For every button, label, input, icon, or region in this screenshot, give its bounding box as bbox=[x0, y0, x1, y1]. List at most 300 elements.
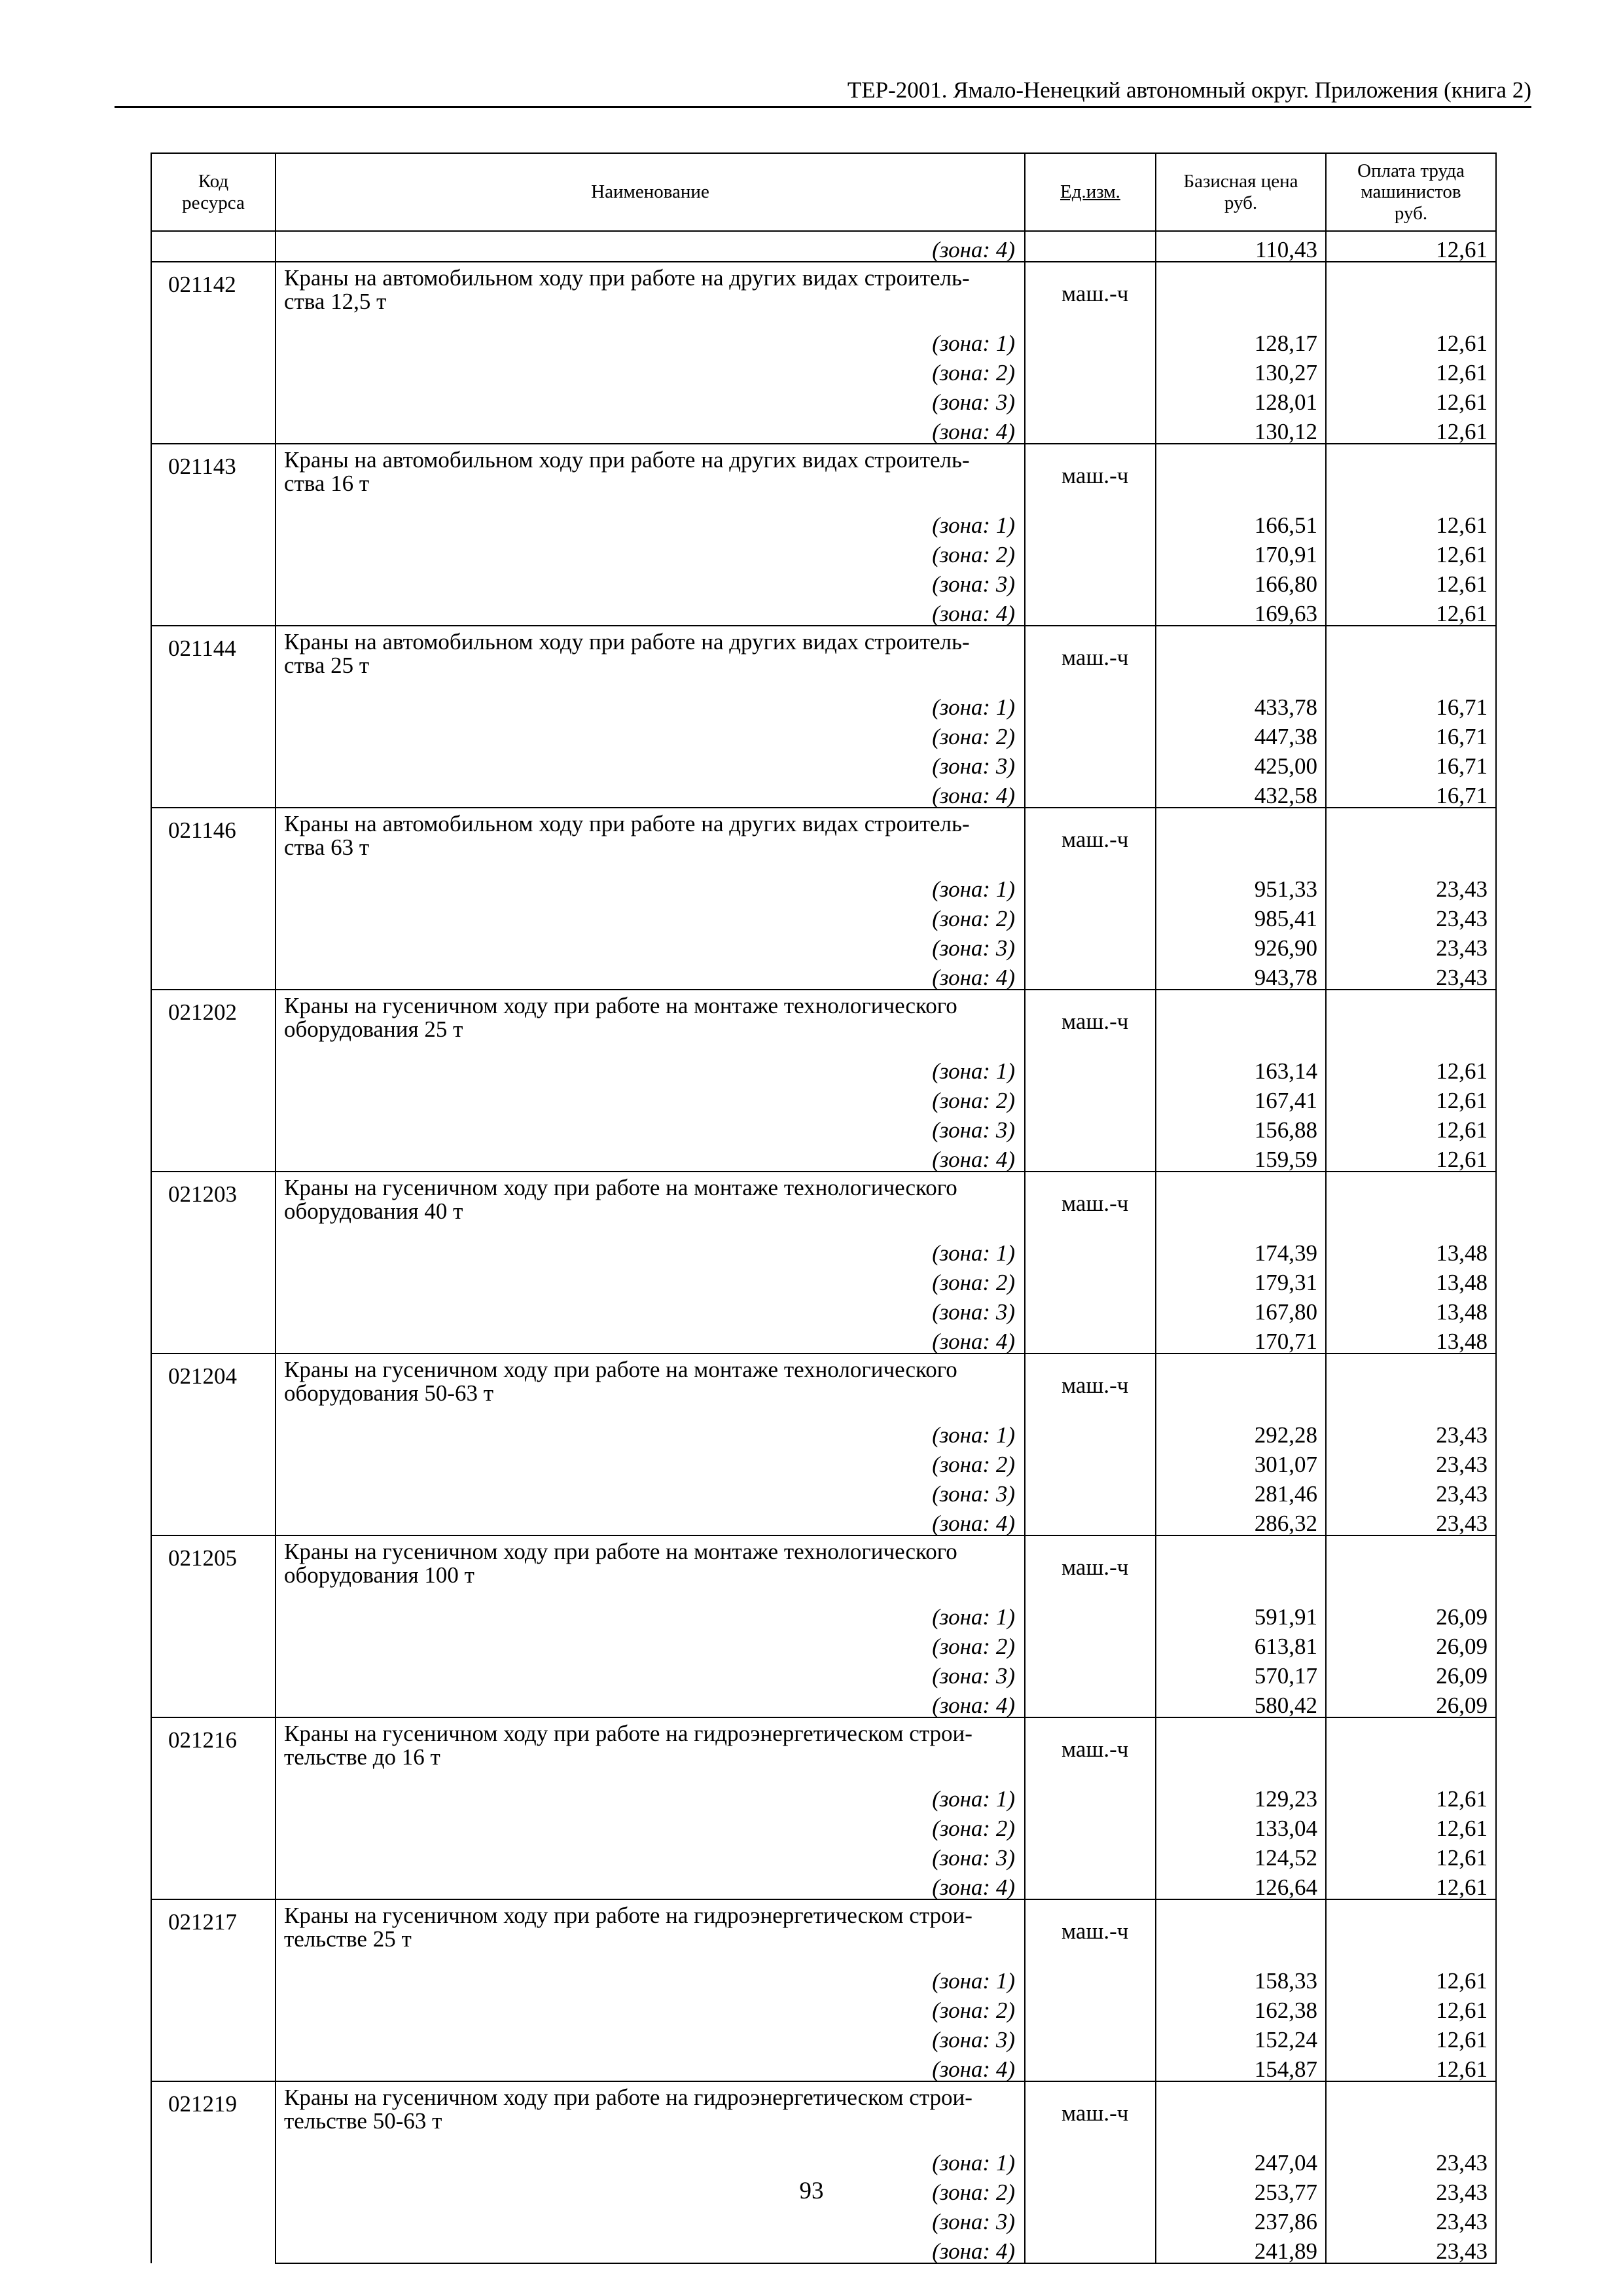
resource-unit: маш.-ч bbox=[1025, 444, 1156, 507]
pay-cell-empty bbox=[1326, 808, 1496, 871]
pay-cell: 16,71 bbox=[1326, 748, 1496, 778]
price-cell-empty bbox=[1156, 1899, 1326, 1963]
col-header-price-line: Базисная цена bbox=[1183, 171, 1298, 192]
pay-cell: 23,43 bbox=[1326, 1446, 1496, 1476]
pay-cell: 23,43 bbox=[1326, 901, 1496, 930]
price-cell: 167,80 bbox=[1156, 1294, 1326, 1323]
unit-cell bbox=[1025, 1141, 1156, 1172]
price-cell: 447,38 bbox=[1156, 719, 1326, 748]
page-header bbox=[115, 73, 1531, 108]
resource-name-line: ства 25 т bbox=[276, 654, 1025, 689]
pay-cell: 12,61 bbox=[1326, 507, 1496, 537]
price-cell-empty bbox=[1156, 262, 1326, 325]
zone-cell: (зона: 3) bbox=[276, 748, 1025, 778]
price-cell-empty bbox=[1156, 1172, 1326, 1235]
resource-unit: маш.-ч bbox=[1025, 1172, 1156, 1235]
table-row bbox=[151, 2051, 1496, 2081]
pay-cell: 12,61 bbox=[1326, 2051, 1496, 2081]
pay-cell: 12,61 bbox=[1326, 1083, 1496, 1112]
table-row bbox=[151, 871, 1496, 901]
zone-cell: (зона: 1) bbox=[276, 1235, 1025, 1265]
pay-cell: 16,71 bbox=[1326, 778, 1496, 808]
zone-cell: (зона: 1) bbox=[276, 1599, 1025, 1628]
pay-cell: 23,43 bbox=[1326, 1505, 1496, 1535]
price-cell: 432,58 bbox=[1156, 778, 1326, 808]
price-cell: 126,64 bbox=[1156, 1869, 1326, 1899]
table-row bbox=[151, 1628, 1496, 1658]
resource-name-line: Краны на автомобильном ходу при работе на других видах строитель- bbox=[276, 262, 1025, 290]
resource-code: 021216 bbox=[151, 1717, 276, 1899]
price-cell: 241,89 bbox=[1156, 2233, 1326, 2263]
zone-cell: (зона: 2) bbox=[276, 537, 1025, 566]
table-row-continuation bbox=[151, 231, 1496, 262]
col-header-name: Наименование bbox=[276, 153, 1025, 231]
resource-code: 021203 bbox=[151, 1172, 276, 1354]
table-row bbox=[151, 778, 1496, 808]
table-row bbox=[151, 2233, 1496, 2263]
zone-cell: (зона: 3) bbox=[276, 1294, 1025, 1323]
resource-code: 021217 bbox=[151, 1899, 276, 2081]
unit-cell bbox=[1025, 719, 1156, 748]
resource-name-line: Краны на гусеничном ходу при работе на монтаже технологического bbox=[276, 1172, 1025, 1200]
resource-code: 021202 bbox=[151, 990, 276, 1172]
unit-cell bbox=[1025, 414, 1156, 444]
price-cell: 281,46 bbox=[1156, 1476, 1326, 1505]
table-row bbox=[151, 384, 1496, 414]
price-cell: 570,17 bbox=[1156, 1658, 1326, 1687]
resource-code: 021146 bbox=[151, 808, 276, 990]
pay-cell: 12,61 bbox=[1326, 566, 1496, 596]
price-cell: 154,87 bbox=[1156, 2051, 1326, 2081]
pay-cell: 23,43 bbox=[1326, 2174, 1496, 2204]
unit-cell bbox=[1025, 1687, 1156, 1717]
unit-cell bbox=[1025, 1417, 1156, 1446]
unit-cell bbox=[1025, 2204, 1156, 2233]
table-row bbox=[151, 689, 1496, 719]
unit-cell bbox=[1025, 2022, 1156, 2051]
zone-cell: (зона: 3) bbox=[276, 1476, 1025, 1505]
pay-cell-empty bbox=[1326, 444, 1496, 507]
resource-name-line: оборудования 50-63 т bbox=[276, 1382, 1025, 1417]
pay-cell: 23,43 bbox=[1326, 930, 1496, 960]
pay-cell-empty bbox=[1326, 626, 1496, 689]
table-row-title bbox=[151, 262, 1496, 290]
table-row bbox=[151, 596, 1496, 626]
pay-cell: 12,61 bbox=[1326, 414, 1496, 444]
pay-cell: 16,71 bbox=[1326, 719, 1496, 748]
table-row-title bbox=[151, 2081, 1496, 2109]
unit-cell bbox=[1025, 596, 1156, 626]
price-cell: 926,90 bbox=[1156, 930, 1326, 960]
price-cell: 167,41 bbox=[1156, 1083, 1326, 1112]
code-cell bbox=[151, 231, 276, 262]
pay-cell-empty bbox=[1326, 1899, 1496, 1963]
price-cell: 237,86 bbox=[1156, 2204, 1326, 2233]
pay-cell: 26,09 bbox=[1326, 1658, 1496, 1687]
resource-unit: маш.-ч bbox=[1025, 1354, 1156, 1417]
price-cell: 253,77 bbox=[1156, 2174, 1326, 2204]
zone-cell: (зона: 3) bbox=[276, 2022, 1025, 2051]
table-row bbox=[151, 2204, 1496, 2233]
price-cell: 162,38 bbox=[1156, 1992, 1326, 2022]
price-cell: 174,39 bbox=[1156, 1235, 1326, 1265]
col-header-code-line: Код bbox=[198, 171, 229, 192]
price-cell-empty bbox=[1156, 626, 1326, 689]
unit-cell bbox=[1025, 748, 1156, 778]
pay-cell: 23,43 bbox=[1326, 960, 1496, 990]
pay-cell: 26,09 bbox=[1326, 1599, 1496, 1628]
pay-cell-empty bbox=[1326, 2081, 1496, 2145]
resource-name-line: тельстве до 16 т bbox=[276, 1746, 1025, 1781]
zone-cell: (зона: 1) bbox=[276, 1963, 1025, 1992]
table-row-title bbox=[151, 1899, 1496, 1928]
unit-cell bbox=[1025, 1599, 1156, 1628]
table-row bbox=[151, 719, 1496, 748]
pay-cell: 12,61 bbox=[1326, 1992, 1496, 2022]
pay-cell: 16,71 bbox=[1326, 689, 1496, 719]
unit-cell bbox=[1025, 1053, 1156, 1083]
table-row-title bbox=[151, 808, 1496, 836]
zone-cell: (зона: 3) bbox=[276, 1112, 1025, 1141]
zone-cell: (зона: 4) bbox=[276, 1141, 1025, 1172]
table-row bbox=[151, 1476, 1496, 1505]
zone-cell: (зона: 3) bbox=[276, 2204, 1025, 2233]
unit-cell bbox=[1025, 871, 1156, 901]
price-cell-empty bbox=[1156, 808, 1326, 871]
resource-unit: маш.-ч bbox=[1025, 262, 1156, 325]
unit-cell bbox=[1025, 1446, 1156, 1476]
pay-cell: 12,61 bbox=[1326, 1112, 1496, 1141]
unit-cell bbox=[1025, 1323, 1156, 1354]
zone-cell: (зона: 4) bbox=[276, 596, 1025, 626]
price-cell: 124,52 bbox=[1156, 1840, 1326, 1869]
pay-cell: 12,61 bbox=[1326, 231, 1496, 262]
pay-cell-empty bbox=[1326, 1717, 1496, 1781]
price-cell-empty bbox=[1156, 444, 1326, 507]
zone-cell: (зона: 3) bbox=[276, 384, 1025, 414]
table-row bbox=[151, 2022, 1496, 2051]
unit-cell bbox=[1025, 2145, 1156, 2174]
table-row-title bbox=[151, 626, 1496, 654]
unit-cell bbox=[1025, 231, 1156, 262]
resource-unit: маш.-ч bbox=[1025, 2081, 1156, 2145]
resource-unit: маш.-ч bbox=[1025, 626, 1156, 689]
zone-cell: (зона: 1) bbox=[276, 1053, 1025, 1083]
price-cell: 163,14 bbox=[1156, 1053, 1326, 1083]
resource-code: 021219 bbox=[151, 2081, 276, 2263]
unit-cell bbox=[1025, 1869, 1156, 1899]
zone-cell: (зона: 2) bbox=[276, 1810, 1025, 1840]
table-row bbox=[151, 1446, 1496, 1476]
price-cell: 179,31 bbox=[1156, 1265, 1326, 1294]
pay-cell: 12,61 bbox=[1326, 384, 1496, 414]
resource-unit: маш.-ч bbox=[1025, 808, 1156, 871]
resource-name-line: Краны на гусеничном ходу при работе на монтаже технологического bbox=[276, 990, 1025, 1018]
pay-cell: 12,61 bbox=[1326, 537, 1496, 566]
price-cell: 169,63 bbox=[1156, 596, 1326, 626]
unit-cell bbox=[1025, 1476, 1156, 1505]
table-row bbox=[151, 748, 1496, 778]
zone-cell: (зона: 4) bbox=[276, 414, 1025, 444]
col-header-price bbox=[1156, 153, 1326, 231]
page-number: 93 bbox=[799, 2178, 824, 2204]
resource-code: 021144 bbox=[151, 626, 276, 808]
table-row bbox=[151, 1840, 1496, 1869]
table-header-row bbox=[151, 153, 1496, 231]
table-row bbox=[151, 1658, 1496, 1687]
price-cell-empty bbox=[1156, 1535, 1326, 1599]
zone-cell: (зона: 1) bbox=[276, 1417, 1025, 1446]
unit-cell bbox=[1025, 384, 1156, 414]
price-cell: 128,17 bbox=[1156, 325, 1326, 355]
resource-code: 021205 bbox=[151, 1535, 276, 1717]
table-row bbox=[151, 507, 1496, 537]
table-row bbox=[151, 1810, 1496, 1840]
price-cell: 110,43 bbox=[1156, 231, 1326, 262]
price-cell: 433,78 bbox=[1156, 689, 1326, 719]
table-row bbox=[151, 1083, 1496, 1112]
price-cell: 130,12 bbox=[1156, 414, 1326, 444]
resource-unit: маш.-ч bbox=[1025, 1717, 1156, 1781]
price-table bbox=[151, 152, 1497, 2264]
pay-cell: 12,61 bbox=[1326, 1840, 1496, 1869]
resource-name-line: Краны на гусеничном ходу при работе на гидроэнергетическом строи- bbox=[276, 1899, 1025, 1928]
table-row bbox=[151, 1505, 1496, 1535]
resource-name-line: оборудования 25 т bbox=[276, 1018, 1025, 1053]
resource-code: 021143 bbox=[151, 444, 276, 626]
price-cell: 580,42 bbox=[1156, 1687, 1326, 1717]
zone-cell: (зона: 3) bbox=[276, 1658, 1025, 1687]
pay-cell: 13,48 bbox=[1326, 1323, 1496, 1354]
unit-cell bbox=[1025, 1963, 1156, 1992]
table-row bbox=[151, 1141, 1496, 1172]
resource-name-line: Краны на гусеничном ходу при работе на монтаже технологического bbox=[276, 1535, 1025, 1564]
resource-unit: маш.-ч bbox=[1025, 1535, 1156, 1599]
price-cell: 943,78 bbox=[1156, 960, 1326, 990]
pay-cell-empty bbox=[1326, 990, 1496, 1053]
price-cell-empty bbox=[1156, 2081, 1326, 2145]
resource-name-line: Краны на гусеничном ходу при работе на гидроэнергетическом строи- bbox=[276, 1717, 1025, 1746]
col-header-price-line: руб. bbox=[1224, 192, 1258, 213]
resource-unit: маш.-ч bbox=[1025, 1899, 1156, 1963]
price-cell: 130,27 bbox=[1156, 355, 1326, 384]
zone-cell: (зона: 2) bbox=[276, 1265, 1025, 1294]
table-row-title bbox=[151, 1172, 1496, 1200]
pay-cell: 26,09 bbox=[1326, 1628, 1496, 1658]
table-row-title bbox=[151, 1535, 1496, 1564]
zone-cell: (зона: 1) bbox=[276, 689, 1025, 719]
pay-cell: 23,43 bbox=[1326, 1476, 1496, 1505]
pay-cell: 23,43 bbox=[1326, 871, 1496, 901]
zone-cell: (зона: 4) bbox=[276, 2233, 1025, 2263]
unit-cell bbox=[1025, 1781, 1156, 1810]
table-row bbox=[151, 1112, 1496, 1141]
pay-cell: 12,61 bbox=[1326, 1053, 1496, 1083]
unit-cell bbox=[1025, 930, 1156, 960]
col-header-pay bbox=[1326, 153, 1496, 231]
pay-cell: 23,43 bbox=[1326, 2233, 1496, 2263]
unit-cell bbox=[1025, 1294, 1156, 1323]
resource-name-line: Краны на автомобильном ходу при работе на других видах строитель- bbox=[276, 444, 1025, 472]
pay-cell: 12,61 bbox=[1326, 355, 1496, 384]
table-row bbox=[151, 1599, 1496, 1628]
resource-name-line: ства 12,5 т bbox=[276, 290, 1025, 325]
pay-cell: 13,48 bbox=[1326, 1235, 1496, 1265]
unit-cell bbox=[1025, 1840, 1156, 1869]
zone-cell: (зона: 3) bbox=[276, 930, 1025, 960]
table-row-title bbox=[151, 990, 1496, 1018]
zone-cell: (зона: 1) bbox=[276, 507, 1025, 537]
pay-cell: 23,43 bbox=[1326, 2145, 1496, 2174]
zone-cell: (зона: 4) bbox=[276, 1505, 1025, 1535]
pay-cell: 12,61 bbox=[1326, 1963, 1496, 1992]
table-row bbox=[151, 1687, 1496, 1717]
zone-cell: (зона: 3) bbox=[276, 1840, 1025, 1869]
table-row bbox=[151, 566, 1496, 596]
price-cell: 156,88 bbox=[1156, 1112, 1326, 1141]
resource-name-line: тельстве 25 т bbox=[276, 1928, 1025, 1963]
price-cell: 128,01 bbox=[1156, 384, 1326, 414]
zone-cell: (зона: 2) bbox=[276, 1628, 1025, 1658]
pay-cell: 26,09 bbox=[1326, 1687, 1496, 1717]
price-cell: 133,04 bbox=[1156, 1810, 1326, 1840]
unit-cell bbox=[1025, 1265, 1156, 1294]
pay-cell: 12,61 bbox=[1326, 596, 1496, 626]
table-row bbox=[151, 1294, 1496, 1323]
price-cell: 170,71 bbox=[1156, 1323, 1326, 1354]
resource-code: 021142 bbox=[151, 262, 276, 444]
col-header-pay-line: руб. bbox=[1394, 202, 1428, 224]
price-cell: 129,23 bbox=[1156, 1781, 1326, 1810]
table-row bbox=[151, 414, 1496, 444]
price-cell: 292,28 bbox=[1156, 1417, 1326, 1446]
table-row bbox=[151, 1869, 1496, 1899]
pay-cell: 12,61 bbox=[1326, 1141, 1496, 1172]
pay-cell: 12,61 bbox=[1326, 1810, 1496, 1840]
unit-cell bbox=[1025, 325, 1156, 355]
zone-cell: (зона: 2) bbox=[276, 1992, 1025, 2022]
resource-name-line: тельстве 50-63 т bbox=[276, 2109, 1025, 2145]
pay-cell: 12,61 bbox=[1326, 1781, 1496, 1810]
table-row-title bbox=[151, 1354, 1496, 1382]
unit-cell bbox=[1025, 1658, 1156, 1687]
pay-cell: 23,43 bbox=[1326, 1417, 1496, 1446]
zone-cell: (зона: 2) bbox=[276, 1446, 1025, 1476]
pay-cell-empty bbox=[1326, 1354, 1496, 1417]
table-row-title bbox=[151, 1717, 1496, 1746]
table-row bbox=[151, 1781, 1496, 1810]
zone-cell: (зона: 2) bbox=[276, 1083, 1025, 1112]
unit-cell bbox=[1025, 1505, 1156, 1535]
pay-cell: 12,61 bbox=[1326, 1869, 1496, 1899]
pay-cell: 12,61 bbox=[1326, 2022, 1496, 2051]
price-cell: 286,32 bbox=[1156, 1505, 1326, 1535]
unit-cell bbox=[1025, 778, 1156, 808]
table-row bbox=[151, 2145, 1496, 2174]
zone-cell: (зона: 1) bbox=[276, 2145, 1025, 2174]
price-cell: 170,91 bbox=[1156, 537, 1326, 566]
price-cell-empty bbox=[1156, 990, 1326, 1053]
pay-cell: 13,48 bbox=[1326, 1294, 1496, 1323]
table-row bbox=[151, 537, 1496, 566]
table-row bbox=[151, 1992, 1496, 2022]
price-cell: 301,07 bbox=[1156, 1446, 1326, 1476]
table-row bbox=[151, 960, 1496, 990]
zone-cell: (зона: 3) bbox=[276, 566, 1025, 596]
resource-name-line: ства 63 т bbox=[276, 836, 1025, 871]
unit-cell bbox=[1025, 960, 1156, 990]
zone-cell: (зона: 4) bbox=[276, 1687, 1025, 1717]
zone-cell: (зона: 1) bbox=[276, 871, 1025, 901]
pay-cell: 12,61 bbox=[1326, 325, 1496, 355]
table-row bbox=[151, 325, 1496, 355]
price-cell: 166,80 bbox=[1156, 566, 1326, 596]
unit-cell bbox=[1025, 1083, 1156, 1112]
zone-cell: (зона: 1) bbox=[276, 325, 1025, 355]
price-cell: 613,81 bbox=[1156, 1628, 1326, 1658]
price-cell: 591,91 bbox=[1156, 1599, 1326, 1628]
unit-cell bbox=[1025, 1992, 1156, 2022]
price-cell-empty bbox=[1156, 1354, 1326, 1417]
col-header-unit bbox=[1025, 153, 1156, 231]
zone-cell: (зона: 4) bbox=[276, 2051, 1025, 2081]
price-cell: 158,33 bbox=[1156, 1963, 1326, 1992]
resource-name-line: Краны на автомобильном ходу при работе на других видах строитель- bbox=[276, 808, 1025, 836]
resource-name-line: Краны на гусеничном ходу при работе на гидроэнергетическом строи- bbox=[276, 2081, 1025, 2109]
price-cell: 985,41 bbox=[1156, 901, 1326, 930]
price-cell: 247,04 bbox=[1156, 2145, 1326, 2174]
unit-cell bbox=[1025, 1810, 1156, 1840]
resource-name-line: Краны на автомобильном ходу при работе на других видах строитель- bbox=[276, 626, 1025, 654]
unit-cell bbox=[1025, 507, 1156, 537]
resource-name-line: оборудования 100 т bbox=[276, 1564, 1025, 1599]
unit-cell bbox=[1025, 537, 1156, 566]
pay-cell-empty bbox=[1326, 1535, 1496, 1599]
resource-name-line: оборудования 40 т bbox=[276, 1200, 1025, 1235]
table-row bbox=[151, 930, 1496, 960]
resource-code: 021204 bbox=[151, 1354, 276, 1535]
unit-cell bbox=[1025, 1112, 1156, 1141]
price-cell: 152,24 bbox=[1156, 2022, 1326, 2051]
pay-cell: 13,48 bbox=[1326, 1265, 1496, 1294]
pay-cell-empty bbox=[1326, 1172, 1496, 1235]
col-header-code-line: ресурса bbox=[182, 192, 245, 213]
table-row bbox=[151, 1053, 1496, 1083]
col-header-unit-text: Ед.изм. bbox=[1060, 181, 1120, 203]
price-cell: 166,51 bbox=[1156, 507, 1326, 537]
resource-name-line: ства 16 т bbox=[276, 472, 1025, 507]
pay-cell: 23,43 bbox=[1326, 2204, 1496, 2233]
table-body bbox=[151, 231, 1496, 2263]
unit-cell bbox=[1025, 2051, 1156, 2081]
col-header-pay-line: Оплата труда bbox=[1357, 160, 1465, 181]
zone-cell: (зона: 2) bbox=[276, 355, 1025, 384]
unit-cell bbox=[1025, 1235, 1156, 1265]
table-row bbox=[151, 1235, 1496, 1265]
unit-cell bbox=[1025, 689, 1156, 719]
table-row bbox=[151, 1323, 1496, 1354]
zone-cell: (зона: 1) bbox=[276, 1781, 1025, 1810]
zone-cell: (зона: 4) bbox=[276, 231, 1025, 262]
unit-cell bbox=[1025, 566, 1156, 596]
price-cell: 425,00 bbox=[1156, 748, 1326, 778]
table-row bbox=[151, 1963, 1496, 1992]
col-header-pay-line: машинистов bbox=[1361, 181, 1461, 203]
zone-cell: (зона: 4) bbox=[276, 778, 1025, 808]
table-row bbox=[151, 355, 1496, 384]
table-row bbox=[151, 901, 1496, 930]
zone-cell: (зона: 4) bbox=[276, 1323, 1025, 1354]
